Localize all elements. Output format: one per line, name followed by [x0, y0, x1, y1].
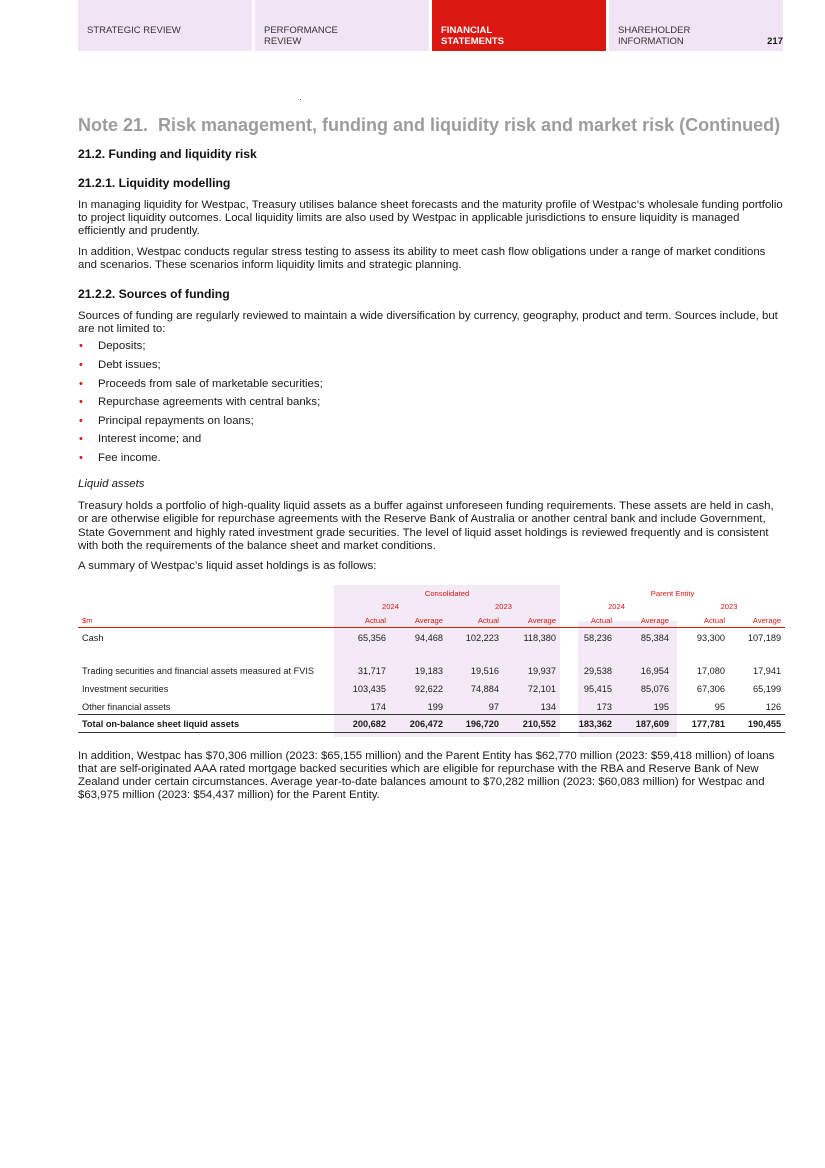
tab-shareholder-information[interactable]	[609, 0, 783, 51]
liquid-assets-table	[78, 585, 785, 733]
total-cell: 196,720	[447, 714, 503, 732]
cell: 85,384	[640, 633, 670, 644]
cell: 126	[729, 696, 785, 714]
cell: 93,300	[696, 633, 726, 644]
cell: 17,941	[752, 666, 782, 677]
paragraph: Sources of funding are regularly reviewed to maintain a wide diversification by currency, geography, product and term. Sources include, but are not limited to:	[78, 310, 778, 336]
list-item: • Interest income; and	[78, 433, 785, 446]
total-cell: 190,455	[729, 714, 785, 732]
cell: 102,223	[465, 633, 499, 644]
total-row	[78, 714, 785, 732]
parent-entity-header: Parent Entity	[650, 589, 695, 599]
cell: 103,435	[352, 684, 386, 695]
column-header: Average	[503, 611, 560, 627]
tab-label: STRATEGIC REVIEW	[87, 25, 181, 36]
note-number: Note 21.	[78, 115, 149, 135]
year-header: 2023	[495, 602, 512, 612]
cell: 195	[616, 696, 673, 714]
column-header: Actual	[673, 611, 729, 627]
cell: 19,937	[527, 666, 557, 677]
cell: 94,468	[414, 633, 443, 644]
paragraph: In managing liquidity for Westpac, Treasury utilises balance sheet forecasts and the maturity profile of Westpac’s wholesale funding portfolio to project liquidity outcomes. Local liquidity limits are also used by Westpac in applicable jurisdictions to ensure liquidity is managed efficiently and prudently.	[78, 199, 783, 238]
list-item: • Proceeds from sale of marketable securities;	[78, 378, 785, 391]
total-cell: 210,552	[503, 714, 560, 732]
paragraph: In addition, Westpac has $70,306 million (2023: $65,155 million) and the Parent Entity has $62,770 million (2023: $59,418 million) of loans that are self-originated AAA rated mortgage backed securities which are eligible for repurchase with the RBA and Reserve Bank of New Zealand under certain circumstances. Average year-to-date balances amount to $70,282 million (2023: $60,083 million) for Westpac and $63,975 million (2023: $54,437 million) for the Parent Entity.	[78, 749, 775, 802]
note-title-text: Risk management, funding and liquidity risk and market risk (Continued)	[158, 115, 781, 135]
paragraph: Treasury holds a portfolio of high-quality liquid assets as a buffer against unforeseen funding requirements. These assets are held in cash, or are otherwise eligible for repurchase agreements with the Reserve Bank of Australia or another central bank and include Government, State Government and highly rated investment grade securities. The level of liquid asset holdings is reviewed frequently and is consistent with both the requirements of the balance sheet and market conditions.	[78, 500, 774, 552]
year-header: 2023	[720, 602, 738, 612]
cell: 173	[560, 696, 616, 714]
consolidated-header: Consolidated	[424, 589, 470, 599]
cell: 19,516	[470, 666, 499, 677]
list-item: • Principal repayments on loans;	[78, 415, 785, 428]
list-item: • Fee income.	[78, 452, 785, 465]
total-label: Total on-balance sheet liquid assets	[78, 714, 334, 732]
row-label: Cash	[82, 633, 104, 644]
cell: 29,538	[583, 666, 613, 677]
cell: 118,380	[523, 633, 557, 644]
liquidity-modelling-heading: 21.2.1. Liquidity modelling	[78, 176, 231, 190]
row-label: Trading securities and financial assets measured at FVIS	[82, 665, 315, 676]
column-header: Actual	[447, 611, 503, 627]
table-header-year-row	[78, 598, 785, 611]
cell: 17,080	[696, 666, 726, 677]
total-cell: 177,781	[673, 714, 729, 732]
cell: 95,415	[583, 684, 613, 695]
cell: 107,189	[747, 633, 782, 644]
tab-performance-review[interactable]	[255, 0, 429, 51]
cell: 19,183	[414, 666, 443, 677]
cell: 92,622	[414, 684, 443, 695]
cell: 67,306	[696, 684, 726, 695]
list-item: • Repurchase agreements with central banks;	[78, 396, 785, 409]
liquid-assets-heading: Liquid assets	[78, 477, 145, 490]
tab-label: SHAREHOLDER INFORMATION	[618, 25, 691, 47]
cell: 95	[673, 696, 729, 714]
tab-label: PERFORMANCE REVIEW	[264, 25, 338, 47]
sources-of-funding-heading: 21.2.2. Sources of funding	[78, 287, 230, 302]
column-header: Average	[729, 611, 785, 627]
cell: 65,199	[752, 684, 782, 695]
total-cell: 183,362	[560, 714, 616, 732]
liquid-assets-grid	[78, 585, 785, 733]
total-cell: 200,682	[334, 714, 390, 732]
page-content	[78, 115, 785, 803]
column-header: Average	[390, 611, 447, 627]
year-header: 2024	[382, 602, 399, 612]
paragraph: In addition, Westpac conducts regular stress testing to assess its ability to meet cash flow obligations under a range of market conditions and scenarios. These scenarios inform liquidity limits and strategic planning.	[78, 245, 766, 271]
cell: 85,076	[640, 684, 670, 695]
cell: 199	[390, 696, 447, 714]
column-header: Actual	[560, 611, 616, 627]
page-number: 217	[767, 36, 783, 47]
table-row	[78, 678, 785, 696]
list-item: • Deposits;	[78, 340, 785, 353]
table-row	[78, 645, 785, 678]
year-header: 2024	[608, 602, 625, 612]
section-heading: 21.2. Funding and liquidity risk	[78, 147, 257, 161]
total-cell: 187,609	[616, 714, 673, 732]
cell: 16,954	[640, 666, 670, 677]
row-label: Other financial assets	[78, 696, 334, 714]
stray-dot	[300, 99, 301, 100]
note-title	[78, 115, 785, 135]
list-item: • Debt issues;	[78, 359, 785, 372]
tab-financial-statements[interactable]	[432, 0, 606, 51]
table-row	[78, 627, 785, 645]
column-header: Actual	[334, 611, 390, 627]
cell: 174	[334, 696, 390, 714]
unit-header: $m	[78, 611, 334, 627]
tab-strategic-review[interactable]	[78, 0, 252, 51]
tab-label: FINANCIAL STATEMENTS	[441, 25, 504, 47]
cell: 74,884	[470, 684, 499, 695]
cell: 97	[447, 696, 503, 714]
cell: 72,101	[527, 684, 557, 695]
funding-sources-list	[78, 340, 785, 465]
table-header-column-row	[78, 611, 785, 627]
top-navigation	[78, 0, 785, 51]
cell: 58,236	[583, 633, 613, 644]
paragraph: A summary of Westpac’s liquid asset holdings is as follows:	[78, 560, 377, 572]
cell: 65,356	[357, 633, 386, 644]
column-header: Average	[616, 611, 673, 627]
table-row	[78, 696, 785, 714]
cell: 31,717	[357, 666, 386, 677]
cell: 134	[503, 696, 560, 714]
total-cell: 206,472	[390, 714, 447, 732]
row-label: Investment securities	[82, 684, 169, 695]
table-header-group-row	[78, 585, 785, 598]
